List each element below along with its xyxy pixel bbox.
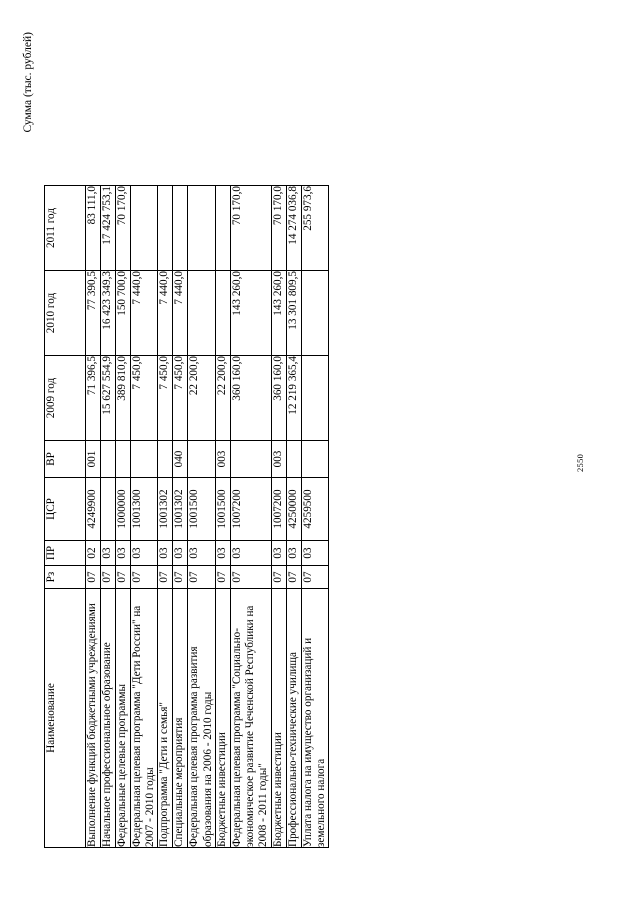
- cell-name: Подпрограмма "Дети и семья": [158, 589, 173, 848]
- cell-2011: 70 170,0: [230, 186, 271, 271]
- cell-csr: 1007200: [230, 478, 271, 541]
- budget-table: [44, 185, 329, 848]
- cell-csr: [101, 478, 116, 541]
- column-header-year-2009: 2009 год: [45, 356, 86, 441]
- cell-vr: 001: [86, 441, 101, 478]
- cell-csr: 1001300: [131, 478, 158, 541]
- cell-vr: 040: [173, 441, 188, 478]
- cell-vr: [158, 441, 173, 478]
- cell-csr: 1000000: [116, 478, 131, 541]
- table-header-row: [45, 186, 86, 848]
- cell-2009: 12 219 365,4: [286, 356, 301, 441]
- cell-pr: 03: [301, 541, 328, 566]
- table-row: [101, 186, 116, 848]
- cell-name: Федеральная целевая программа "Дети России" на 2007 - 2010 годы: [131, 589, 158, 848]
- cell-2011: 17 424 753,1: [101, 186, 116, 271]
- cell-2010: 150 700,0: [116, 271, 131, 356]
- cell-pr: 03: [271, 541, 286, 566]
- cell-pr: 02: [86, 541, 101, 566]
- cell-name: Федеральная целевая программа "Социально-экономическое развитие Чеченской Республики на 2008 - 2011 годы": [230, 589, 271, 848]
- cell-vr: [188, 441, 215, 478]
- cell-name: Уплата налога на имущество организаций и земельного налога: [301, 589, 328, 848]
- cell-2009: 71 396,5: [86, 356, 101, 441]
- cell-2009: [301, 356, 328, 441]
- cell-name: Начальное профессиональное образование: [101, 589, 116, 848]
- table-row: [286, 186, 301, 848]
- cell-vr: [116, 441, 131, 478]
- cell-2010: 143 260,0: [271, 271, 286, 356]
- cell-rz: 07: [101, 566, 116, 589]
- column-header-vr: ВР: [45, 441, 86, 478]
- cell-rz: 07: [271, 566, 286, 589]
- column-header-csr: ЦСР: [45, 478, 86, 541]
- table-row: [188, 186, 215, 848]
- table-header: [45, 186, 86, 848]
- cell-2010: 77 390,5: [86, 271, 101, 356]
- cell-2011: 70 170,0: [271, 186, 286, 271]
- cell-2009: 7 450,0: [131, 356, 158, 441]
- cell-rz: 07: [116, 566, 131, 589]
- cell-2009: 360 160,0: [271, 356, 286, 441]
- table-row: [271, 186, 286, 848]
- cell-csr: 1001500: [215, 478, 230, 541]
- cell-2011: [173, 186, 188, 271]
- cell-csr: 4250000: [286, 478, 301, 541]
- cell-2010: 7 440,0: [158, 271, 173, 356]
- cell-2010: 143 260,0: [230, 271, 271, 356]
- sum-caption: Сумма (тыс. рублей): [22, 32, 34, 133]
- cell-pr: 03: [188, 541, 215, 566]
- cell-name: Бюджетные инвестиции: [215, 589, 230, 848]
- cell-vr: [286, 441, 301, 478]
- cell-2010: [215, 271, 230, 356]
- table-row: [301, 186, 328, 848]
- cell-name: Федеральная целевая программа развития образования на 2006 - 2010 годы: [188, 589, 215, 848]
- cell-name: Профессионально-технические училища: [286, 589, 301, 848]
- cell-rz: 07: [158, 566, 173, 589]
- cell-csr: 1007200: [271, 478, 286, 541]
- cell-vr: 003: [271, 441, 286, 478]
- cell-2009: 7 450,0: [158, 356, 173, 441]
- table-row: [158, 186, 173, 848]
- column-header-pr: ПР: [45, 541, 86, 566]
- cell-csr: 4249900: [86, 478, 101, 541]
- cell-2010: 7 440,0: [173, 271, 188, 356]
- table-row: [86, 186, 101, 848]
- cell-2011: [215, 186, 230, 271]
- cell-2009: 15 627 554,9: [101, 356, 116, 441]
- cell-rz: 07: [131, 566, 158, 589]
- cell-name: Специальные мероприятия: [173, 589, 188, 848]
- cell-2009: 389 810,0: [116, 356, 131, 441]
- table-body: [86, 186, 329, 848]
- cell-2011: 83 111,0: [86, 186, 101, 271]
- cell-rz: 07: [215, 566, 230, 589]
- table-row: [230, 186, 271, 848]
- cell-2009: 22 200,0: [188, 356, 215, 441]
- cell-2009: 7 450,0: [173, 356, 188, 441]
- cell-2011: [131, 186, 158, 271]
- cell-vr: [101, 441, 116, 478]
- cell-csr: 1001302: [173, 478, 188, 541]
- cell-name: Выполнение функций бюджетными учреждениями: [86, 589, 101, 848]
- cell-pr: 03: [230, 541, 271, 566]
- table-row: [131, 186, 158, 848]
- column-header-year-2010: 2010 год: [45, 271, 86, 356]
- cell-rz: 07: [86, 566, 101, 589]
- cell-vr: 003: [215, 441, 230, 478]
- cell-pr: 03: [101, 541, 116, 566]
- cell-csr: 1001302: [158, 478, 173, 541]
- cell-pr: 03: [173, 541, 188, 566]
- cell-2010: [188, 271, 215, 356]
- cell-2011: 255 973,6: [301, 186, 328, 271]
- column-header-year-2011: 2011 год: [45, 186, 86, 271]
- table-row: [116, 186, 131, 848]
- cell-2010: [301, 271, 328, 356]
- column-header-name: Наименование: [45, 589, 86, 848]
- cell-vr: [301, 441, 328, 478]
- cell-2010: 13 301 809,5: [286, 271, 301, 356]
- cell-pr: 03: [215, 541, 230, 566]
- column-header-rz: Рз: [45, 566, 86, 589]
- cell-pr: 03: [116, 541, 131, 566]
- cell-2010: 7 440,0: [131, 271, 158, 356]
- table-row: [215, 186, 230, 848]
- cell-rz: 07: [188, 566, 215, 589]
- table-row: [173, 186, 188, 848]
- cell-name: Федеральные целевые программы: [116, 589, 131, 848]
- cell-2011: [188, 186, 215, 271]
- cell-2009: 22 200,0: [215, 356, 230, 441]
- cell-2009: 360 160,0: [230, 356, 271, 441]
- cell-2011: 14 274 036,8: [286, 186, 301, 271]
- cell-name: Бюджетные инвестиции: [271, 589, 286, 848]
- cell-rz: 07: [230, 566, 271, 589]
- cell-rz: 07: [301, 566, 328, 589]
- page-number: 2550: [575, 453, 585, 472]
- cell-2010: 16 423 349,3: [101, 271, 116, 356]
- cell-2011: [158, 186, 173, 271]
- cell-rz: 07: [173, 566, 188, 589]
- cell-vr: [131, 441, 158, 478]
- cell-rz: 07: [286, 566, 301, 589]
- cell-pr: 03: [131, 541, 158, 566]
- cell-pr: 03: [158, 541, 173, 566]
- cell-vr: [230, 441, 271, 478]
- cell-csr: 4259500: [301, 478, 328, 541]
- cell-pr: 03: [286, 541, 301, 566]
- cell-2011: 70 170,0: [116, 186, 131, 271]
- cell-csr: 1001500: [188, 478, 215, 541]
